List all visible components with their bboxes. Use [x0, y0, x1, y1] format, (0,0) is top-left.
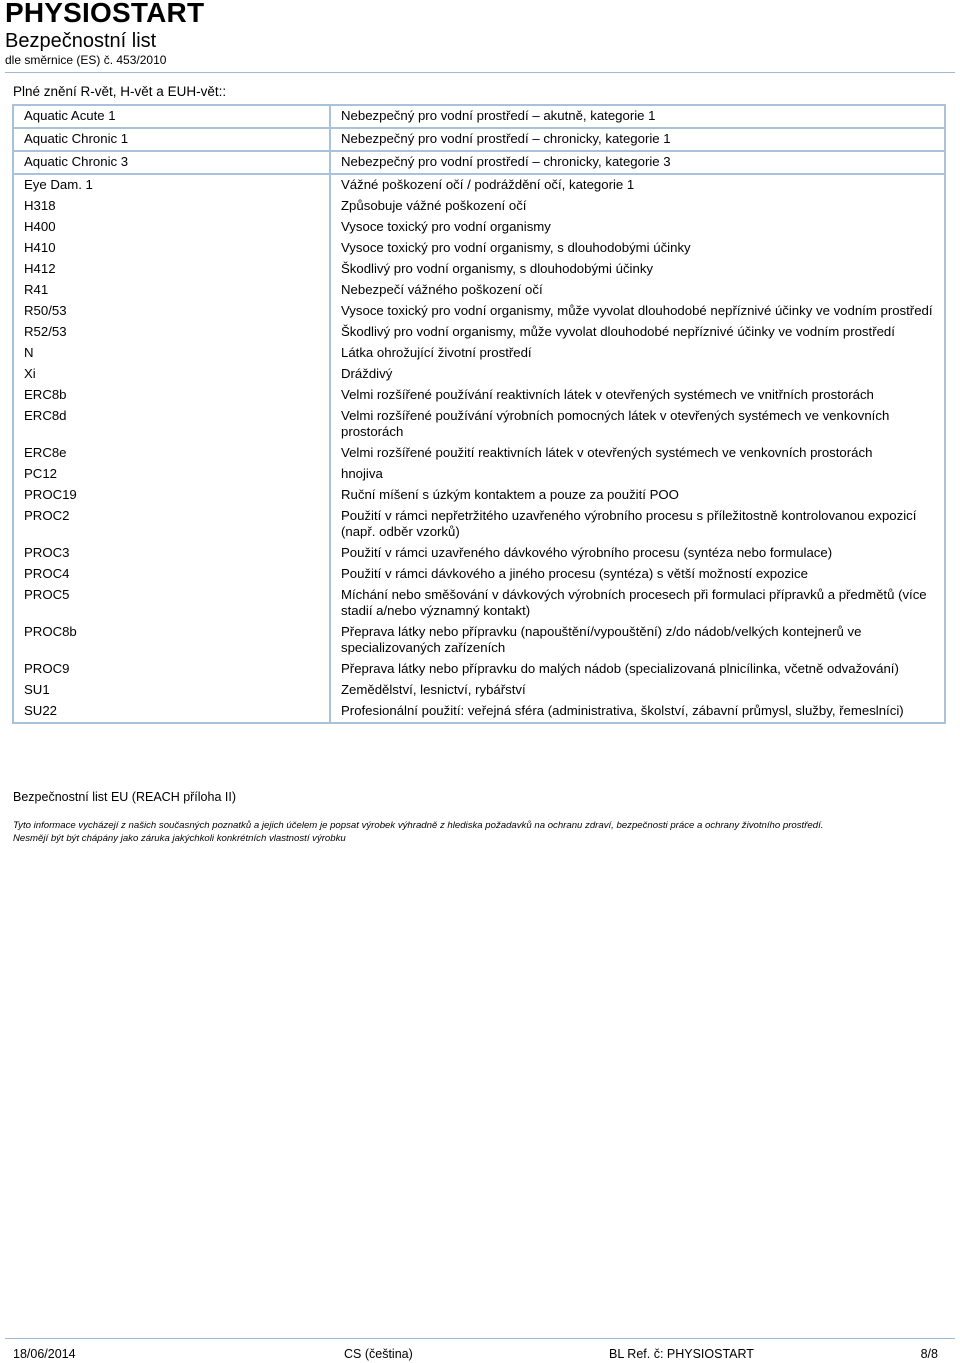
phrase-code: PROC8b	[13, 622, 330, 659]
phrase-description: Velmi rozšířené používání výrobních pomocných látek v otevřených systémech ve venkovních prostorách	[341, 408, 890, 439]
phrase-code: PROC4	[13, 564, 330, 585]
phrase-description: hnojiva	[341, 466, 383, 481]
phrase-description: Ruční míšení s úzkým kontaktem a pouze za použití POO	[341, 487, 679, 502]
phrase-code: Aquatic Acute 1	[13, 105, 330, 128]
phrase-description: Velmi rozšířené používání reaktivních látek v otevřených systémech ve vnitřních prostorách	[341, 387, 874, 402]
table-row	[13, 301, 945, 322]
table-row	[13, 464, 945, 485]
table-row	[13, 280, 945, 301]
table-row	[13, 622, 945, 659]
phrase-description: Vážné poškození očí / podráždění očí, kategorie 1	[341, 177, 635, 192]
footer-reference: BL Ref. č: PHYSIOSTART	[609, 1347, 754, 1361]
disclaimer	[13, 820, 943, 845]
table-row	[13, 238, 945, 259]
phrase-code: R50/53	[13, 301, 330, 322]
table-row	[13, 485, 945, 506]
table-row	[13, 543, 945, 564]
phrase-code: Aquatic Chronic 1	[13, 128, 330, 151]
phrase-description: Nebezpečí vážného poškození očí	[341, 282, 543, 297]
phrase-description: Zemědělství, lesnictví, rybářství	[341, 682, 526, 697]
phrase-description: Nebezpečný pro vodní prostředí – chronicky, kategorie 1	[341, 131, 671, 146]
phrase-code: ERC8d	[13, 406, 330, 443]
disclaimer-line-1: Tyto informace vycházejí z našich současných poznatků a jejich účelem je popsat výrobek výhradně z hlediska požadavků na ochranu zdraví, bezpečnosti práce a ochrany životního prostředí.	[13, 820, 824, 831]
table-row	[13, 105, 945, 128]
phrases-table-container	[12, 104, 946, 724]
table-row	[13, 701, 945, 723]
table-row	[13, 364, 945, 385]
phrase-description: Nebezpečný pro vodní prostředí – akutně, kategorie 1	[341, 108, 656, 123]
phrase-code: PC12	[13, 464, 330, 485]
footer-language: CS (čeština)	[344, 1347, 413, 1361]
footer-divider	[5, 1338, 955, 1339]
page-footer	[13, 1347, 938, 1363]
phrase-description: Látka ohrožující životní prostředí	[341, 345, 532, 360]
footer-date: 18/06/2014	[13, 1347, 76, 1361]
phrase-description: Míchání nebo směšování v dávkových výrobních procesech při formulaci přípravků a předmětů (více stadií a/nebo významný kontakt)	[341, 587, 927, 618]
directive-reference: dle směrnice (ES) č. 453/2010	[5, 53, 167, 67]
phrase-code: H318	[13, 196, 330, 217]
phrase-code: ERC8e	[13, 443, 330, 464]
phrase-code: Aquatic Chronic 3	[13, 151, 330, 174]
phrase-description: Profesionální použití: veřejná sféra (administrativa, školství, zábavní průmysl, služby, řemeslníci)	[341, 703, 904, 718]
phrase-code: SU22	[13, 701, 330, 723]
phrase-code: PROC19	[13, 485, 330, 506]
phrase-code: PROC5	[13, 585, 330, 622]
table-row	[13, 174, 945, 196]
phrase-description: Přeprava látky nebo přípravku (napouštění/vypouštění) z/do nádob/velkých kontejnerů ve specializovaných zařízeních	[341, 624, 862, 655]
phrase-code: R41	[13, 280, 330, 301]
phrase-code: H412	[13, 259, 330, 280]
phrase-code: H410	[13, 238, 330, 259]
phrase-description: Škodlivý pro vodní organismy, může vyvolat dlouhodobé nepříznivé účinky ve vodním prostředí	[341, 324, 895, 339]
phrase-description: Použití v rámci dávkového a jiného procesu (syntéza) s větší možností expozice	[341, 566, 808, 581]
document-title: Bezpečnostní list	[5, 30, 157, 52]
table-row	[13, 680, 945, 701]
phrase-description: Vysoce toxický pro vodní organismy	[341, 219, 551, 234]
document-header	[5, 0, 204, 67]
phrase-description: Nebezpečný pro vodní prostředí – chronicky, kategorie 3	[341, 154, 671, 169]
table-row	[13, 585, 945, 622]
table-row	[13, 343, 945, 364]
table-row	[13, 443, 945, 464]
disclaimer-line-2: Nesmějí být být chápány jako záruka jakýchkoli konkrétních vlastností výrobku	[13, 832, 346, 844]
phrase-description: Dráždivý	[341, 366, 393, 381]
reach-note: Bezpečnostní list EU (REACH příloha II)	[13, 790, 236, 804]
phrase-code: Xi	[13, 364, 330, 385]
table-row	[13, 322, 945, 343]
phrases-table	[12, 104, 946, 724]
phrase-code: H400	[13, 217, 330, 238]
phrase-description: Přeprava látky nebo přípravku do malých nádob (specializovaná plnicílinka, včetně odvažování)	[341, 661, 899, 676]
phrase-code: N	[13, 343, 330, 364]
phrase-code: R52/53	[13, 322, 330, 343]
table-row	[13, 217, 945, 238]
phrases-table-body	[13, 105, 945, 723]
table-row	[13, 406, 945, 443]
table-row	[13, 659, 945, 680]
phrase-description: Použití v rámci nepřetržitého uzavřeného výrobního procesu s příležitostně kontrolovanou expozicí (např. odběr vzorků)	[341, 508, 917, 539]
table-row	[13, 506, 945, 543]
brand-name: PHYSIOSTART	[5, 0, 205, 28]
table-row	[13, 128, 945, 151]
phrase-code: PROC2	[13, 506, 330, 543]
table-row	[13, 385, 945, 406]
phrase-description: Velmi rozšířené použití reaktivních látek v otevřených systémech ve venkovních prostorách	[341, 445, 873, 460]
phrase-code: PROC3	[13, 543, 330, 564]
table-row	[13, 196, 945, 217]
phrase-code: PROC9	[13, 659, 330, 680]
phrase-code: ERC8b	[13, 385, 330, 406]
phrase-code: Eye Dam. 1	[13, 174, 330, 196]
phrase-description: Vysoce toxický pro vodní organismy, s dlouhodobými účinky	[341, 240, 691, 255]
phrase-description: Škodlivý pro vodní organismy, s dlouhodobými účinky	[341, 261, 654, 276]
table-row	[13, 259, 945, 280]
footer-page-number: 8/8	[920, 1347, 938, 1361]
phrase-description: Způsobuje vážné poškození očí	[341, 198, 527, 213]
section-heading: Plné znění R-vět, H-vět a EUH-vět::	[13, 84, 227, 99]
phrase-description: Vysoce toxický pro vodní organismy, může vyvolat dlouhodobé nepříznivé účinky ve vodním prostředí	[341, 303, 933, 318]
table-row	[13, 151, 945, 174]
phrase-code: SU1	[13, 680, 330, 701]
header-divider	[5, 72, 955, 73]
phrase-description: Použití v rámci uzavřeného dávkového výrobního procesu (syntéza nebo formulace)	[341, 545, 833, 560]
table-row	[13, 564, 945, 585]
